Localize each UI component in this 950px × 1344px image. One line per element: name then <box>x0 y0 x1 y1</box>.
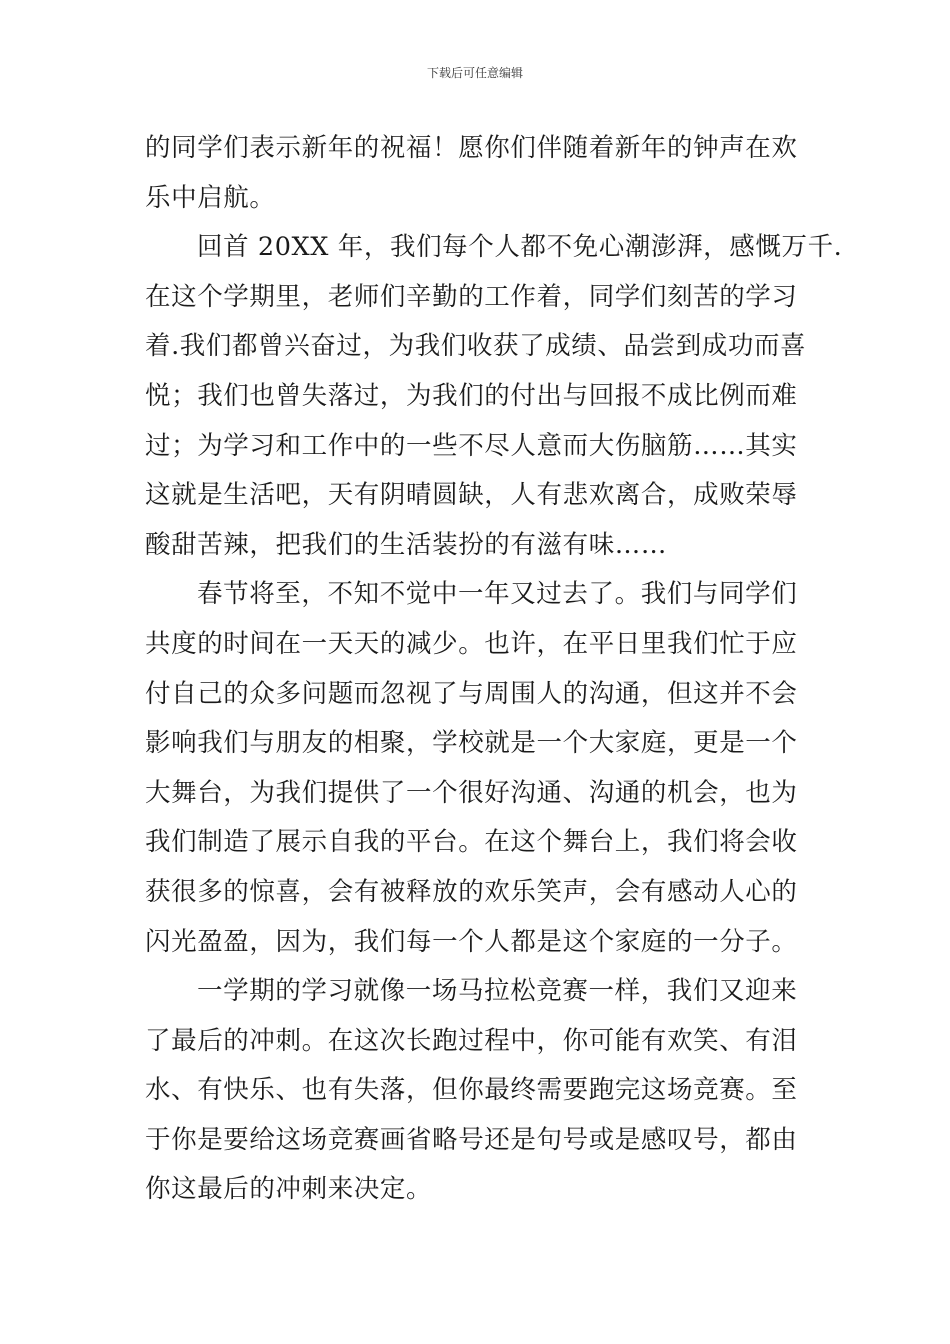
text-line: 共度的时间在一天天的减少。也许，在平日里我们忙于应 <box>145 628 798 659</box>
text-line: 这就是生活吧，天有阴晴圆缺，人有悲欢离合，成败荣辱 <box>145 480 798 511</box>
paragraph <box>145 570 810 967</box>
text-line: 酸甜苦辣，把我们的生活装扮的有滋有味…… <box>145 529 668 560</box>
text-line: 一学期的学习就像一场马拉松竞赛一样，我们又迎来 <box>197 976 798 1007</box>
paragraph <box>145 124 810 223</box>
document-body <box>145 124 843 1215</box>
text-line: 获很多的惊喜，会有被释放的欢乐笑声，会有感动人心的 <box>145 876 798 907</box>
paragraph <box>145 223 843 570</box>
text-line: 的同学们表示新年的祝福！愿你们伴随着新年的钟声在欢 <box>145 133 798 163</box>
text-line: 在这个学期里，老师们辛勤的工作着，同学们刻苦的学习 <box>145 281 798 312</box>
text-line: 影响我们与朋友的相聚，学校就是一个大家庭，更是一个 <box>145 728 798 759</box>
text-line: 春节将至，不知不觉中一年又过去了。我们与同学们 <box>197 579 798 610</box>
text-line: 你这最后的冲刺来决定。 <box>145 1174 433 1205</box>
text-line: 悦；我们也曾失落过，为我们的付出与回报不成比例而难 <box>145 380 798 411</box>
text-line: 我们制造了展示自我的平台。在这个舞台上，我们将会收 <box>145 827 798 858</box>
text-line: 大舞台，为我们提供了一个很好沟通、沟通的机会，也为 <box>145 777 798 808</box>
text-line: 于你是要给这场竞赛画省略号还是句号或是感叹号，都由 <box>145 1124 798 1155</box>
text-line: 付自己的众多问题而忽视了与周围人的沟通，但这并不会 <box>145 678 798 709</box>
text-line: 着.我们都曾兴奋过，为我们收获了成绩、品尝到成功而喜 <box>145 331 807 362</box>
text-line: 了最后的冲刺。在这次长跑过程中，你可能有欢笑、有泪 <box>145 1025 798 1056</box>
paragraph <box>145 967 810 1215</box>
page-header: 下载后可任意编辑 <box>426 66 523 80</box>
text-line: 乐中启航。 <box>145 182 276 213</box>
text-line: 闪光盈盈，因为，我们每一个人都是这个家庭的一分子。 <box>145 926 798 957</box>
text-line: 水、有快乐、也有失落，但你最终需要跑完这场竞赛。至 <box>145 1075 798 1106</box>
text-line: 过；为学习和工作中的一些不尽人意而大伤脑筋……其实 <box>145 430 798 461</box>
text-line: 回首 20XX 年，我们每个人都不免心潮澎湃，感慨万千. <box>197 232 843 263</box>
